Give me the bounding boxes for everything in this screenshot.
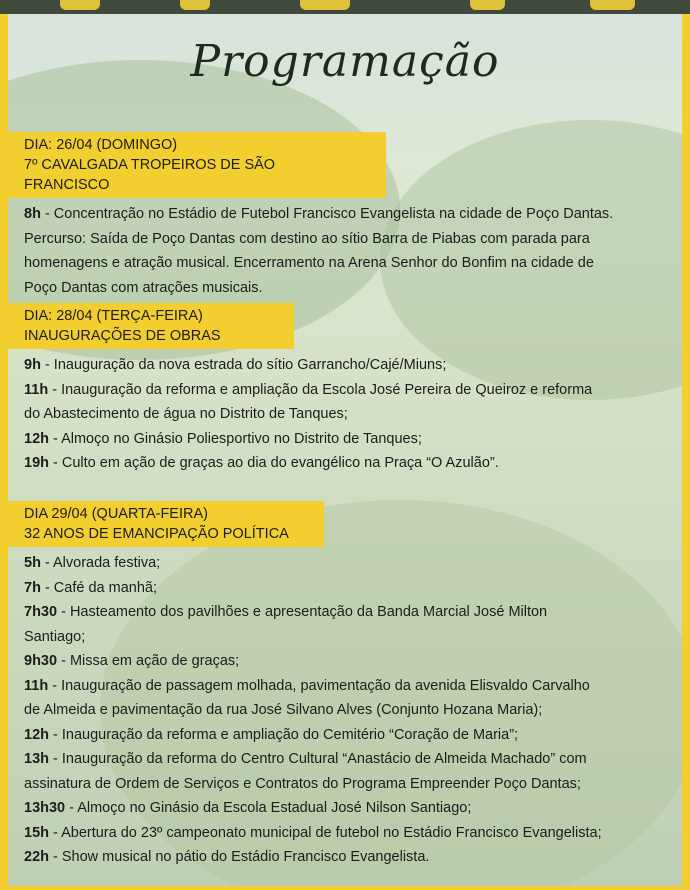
list-item: 7h30 - Hasteamento dos pavilhões e apresentação da Banda Marcial José Milton (24, 604, 548, 620)
list-item: Percurso: Saída de Poço Dantas com destino ao sítio Barra de Piabas com parada para (24, 230, 590, 247)
day-2-event: INAUGURAÇÕES DE OBRAS (24, 328, 221, 344)
day-1-event: 7º CAVALGADA TROPEIROS DE SÃO FRANCISCO (24, 157, 276, 193)
list-item: assinatura de Ordem de Serviços e Contratos do Programa Empreender Poço Dantas; (24, 775, 581, 792)
list-item: do Abastecimento de água no Distrito de Tanques; (24, 406, 348, 422)
list-item: 12h - Almoço no Ginásio Poliesportivo no Distrito de Tanques; (24, 430, 422, 447)
list-item: 15h - Abertura do 23º campeonato municipal de futebol no Estádio Francisco Evangelista; (24, 824, 602, 841)
day-1-header (8, 132, 386, 198)
list-item: 9h30 - Missa em ação de graças; (24, 653, 240, 669)
day-3-list (8, 547, 678, 870)
day-2-list (8, 349, 678, 476)
list-item: 9h - Inauguração da nova estrada do sítio Garrancho/Cajé/Miuns; (24, 357, 447, 373)
list-item: 5h - Alvorada festiva; (24, 555, 161, 571)
list-item: 13h30 - Almoço no Ginásio da Escola Estadual José Nilson Santiago; (24, 800, 472, 816)
day-3-header (8, 501, 324, 547)
list-item: homenagens e atração musical. Encerramento na Arena Senhor do Bonfim na cidade de (24, 255, 594, 271)
list-item: 12h - Inauguração da reforma e ampliação do Cemitério “Coração de Maria”; (24, 726, 519, 743)
day-3-date: DIA 29/04 (QUARTA-FEIRA) (24, 506, 208, 522)
list-item: 8h - Concentração no Estádio de Futebol Francisco Evangelista na cidade de Poço Dantas. (24, 206, 614, 222)
schedule-day-1 (8, 132, 678, 300)
list-item: 7h - Café da manhã; (24, 579, 157, 596)
bottom-frame (0, 886, 690, 890)
schedule-day-2 (8, 303, 678, 476)
schedule-day-3 (8, 501, 678, 870)
day-2-date: DIA: 28/04 (TERÇA-FEIRA) (24, 308, 203, 324)
list-item: 13h - Inauguração da reforma do Centro Cultural “Anastácio de Almeida Machado” com (24, 751, 587, 767)
list-item: Santiago; (24, 628, 86, 645)
page-title: Programação (190, 36, 500, 87)
top-photo-strip (0, 0, 690, 14)
day-1-date: DIA: 26/04 (DOMINGO) (24, 137, 178, 153)
left-frame (0, 14, 8, 890)
list-item: de Almeida e pavimentação da rua José Silvano Alves (Conjunto Hozana Maria); (24, 702, 543, 718)
list-item: Poço Dantas com atrações musicais. (24, 279, 263, 296)
list-item: 19h - Culto em ação de graças ao dia do evangélico na Praça “O Azulão”. (24, 455, 499, 471)
list-item: 22h - Show musical no pátio do Estádio Francisco Evangelista. (24, 849, 430, 865)
list-item: 11h - Inauguração de passagem molhada, pavimentação da avenida Elisvaldo Carvalho (24, 677, 590, 694)
list-item: 11h - Inauguração da reforma e ampliação da Escola José Pereira de Queiroz e reforma (24, 381, 593, 398)
right-frame (682, 14, 690, 890)
day-1-list (8, 198, 678, 300)
day-2-header (8, 303, 294, 349)
day-3-event: 32 ANOS DE EMANCIPAÇÃO POLÍTICA (24, 526, 289, 542)
